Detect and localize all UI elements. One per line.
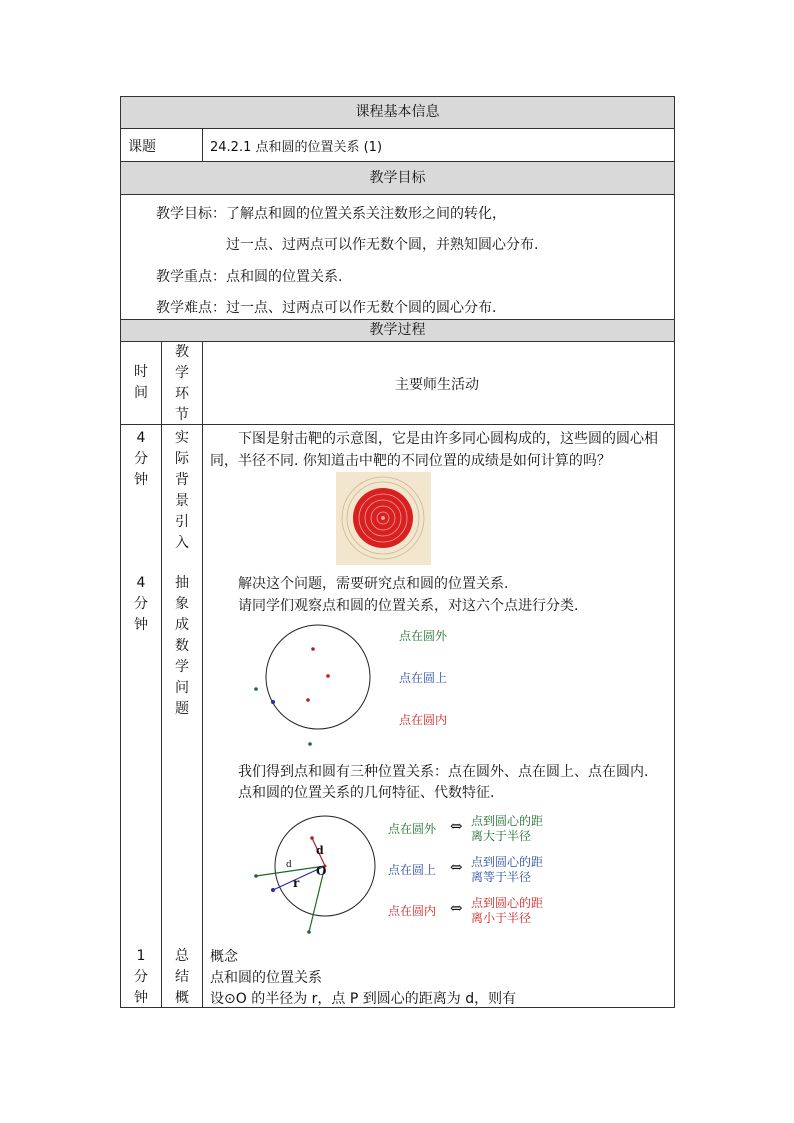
row3-time-char: 1 [136, 948, 146, 964]
topic-label: 课题 [128, 139, 156, 155]
row1-time [121, 428, 161, 491]
row1-text-1: 下图是射击靶的示意图，它是由许多同心圆构成的，这些圆的圆心相 [238, 431, 658, 447]
distance-figure [250, 810, 380, 936]
col-stage-char: 节 [175, 407, 189, 423]
row3-stage [162, 946, 202, 1009]
row3-time-char: 钟 [134, 990, 148, 1006]
topic-value: 24.2.1 点和圆的位置关系 (1) [210, 140, 383, 155]
col-time-char: 时 [134, 364, 148, 380]
row1-text-2: 同，半径不同. 你知道击中靶的不同位置的成绩是如何计算的吗？ [210, 453, 611, 469]
objectives-header-text: 教学目标 [369, 170, 426, 186]
row2-stage-char: 象 [175, 596, 189, 612]
row1-stage-char: 景 [175, 493, 189, 509]
row2-text-4: 点和圆的位置关系的几何特征、代数特征. [238, 785, 495, 801]
row2-time-char: 4 [136, 575, 146, 591]
relation-inside-left: 点在圆内 [388, 904, 437, 918]
relation-on-right-2: 离等于半径 [471, 870, 532, 884]
basic-info-header [121, 97, 674, 128]
iff-arrow-icon: ⇔ [450, 858, 463, 876]
basic-info-header-text: 课程基本信息 [355, 104, 440, 120]
objectives-header [121, 162, 674, 194]
col-stage-char: 教 [175, 344, 189, 360]
shooting-target-image [336, 472, 431, 565]
relation-outside-right-2: 离大于半径 [471, 829, 532, 843]
key-point-line: 教学重点：点和圆的位置关系. [156, 269, 343, 285]
process-header [121, 320, 674, 341]
relation-outside-right-1: 点到圆心的距 [471, 814, 544, 828]
relation-inside-right-1: 点到圆心的距 [471, 896, 544, 910]
row1-stage-char: 际 [175, 451, 189, 467]
col-stage-header [162, 342, 202, 426]
iff-arrow-icon: ⇔ [450, 899, 463, 917]
row3-text-1: 概念 [210, 949, 238, 965]
process-header-text: 教学过程 [369, 322, 426, 338]
col-time-char: 间 [134, 385, 148, 401]
row1-time-char: 钟 [134, 472, 148, 488]
row2-time-char: 钟 [134, 617, 148, 633]
relation-on-left: 点在圆上 [388, 863, 437, 877]
fig-letter-d-upper: d [316, 844, 324, 857]
row2-stage-char: 数 [175, 638, 189, 654]
row2-stage [162, 573, 202, 720]
objective-line-1: 教学目标：了解点和圆的位置关系关注数形之间的转化， [156, 206, 506, 222]
row2-stage-char: 抽 [175, 575, 189, 591]
row3-text-2: 点和圆的位置关系 [210, 970, 322, 986]
row3-time [121, 946, 161, 1009]
label-outside: 点在圆外 [399, 629, 448, 643]
six-points-figure [248, 620, 378, 752]
row2-text-2: 请同学们观察点和圆的位置关系，对这六个点进行分类. [238, 598, 579, 614]
relation-inside-right-2: 离小于半径 [471, 911, 532, 925]
row2-stage-char: 成 [175, 617, 189, 633]
row2-stage-char: 问 [175, 680, 189, 696]
row2-time-char: 分 [134, 596, 148, 612]
row3-stage-char: 概 [175, 990, 189, 1006]
row3-text-3: 设⊙O 的半径为 r，点 P 到圆心的距离为 d，则有 [210, 991, 517, 1007]
row1-stage-char: 入 [175, 535, 189, 551]
row1-stage-char: 实 [175, 430, 189, 446]
label-inside: 点在圆内 [399, 713, 448, 727]
row2-time [121, 573, 161, 636]
row3-stage-char: 总 [175, 948, 189, 964]
iff-arrow-icon: ⇔ [450, 817, 463, 835]
difficulty-line: 教学难点：过一点、过两点可以作无数个圆的圆心分布. [156, 300, 497, 316]
fig-letter-r: r [293, 876, 300, 890]
row3-time-char: 分 [134, 969, 148, 985]
fig-letter-d-lower: d [286, 860, 292, 870]
row1-stage [162, 428, 202, 554]
row1-stage-char: 引 [175, 514, 189, 530]
col-activity-header: 主要师生活动 [395, 377, 479, 393]
row2-text-3: 我们得到点和圆有三种位置关系：点在圆外、点在圆上、点在圆内. [238, 764, 649, 780]
row2-stage-char: 学 [175, 659, 189, 675]
objective-line-2: 过一点、过两点可以作无数个圆，并熟知圆心分布. [226, 237, 539, 253]
row1-stage-char: 背 [175, 472, 189, 488]
relation-outside-left: 点在圆外 [388, 822, 437, 836]
relation-on-right-1: 点到圆心的距 [471, 855, 544, 869]
col-time-header [121, 362, 161, 404]
col-stage-char: 环 [175, 386, 189, 402]
label-on: 点在圆上 [399, 671, 448, 685]
col-stage-char: 学 [175, 365, 189, 381]
row1-time-char: 4 [136, 430, 146, 446]
fig-letter-o: O [316, 864, 327, 878]
row1-time-char: 分 [134, 451, 148, 467]
row2-stage-char: 题 [175, 701, 189, 717]
row2-text-1: 解决这个问题，需要研究点和圆的位置关系. [238, 576, 509, 592]
row3-stage-char: 结 [175, 969, 189, 985]
